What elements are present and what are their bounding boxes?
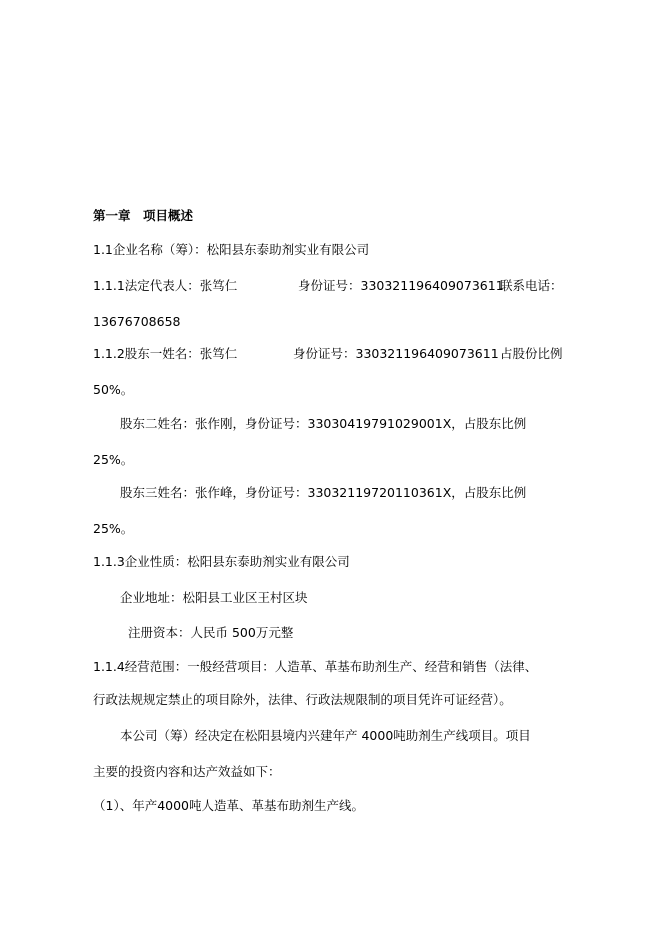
legal-rep-phone: 13676708658	[93, 314, 181, 329]
company-nature-line: 1.1.3企业性质：松阳县东泰助剂实业有限公司	[93, 554, 350, 569]
business-scope-line2: 行政法规规定禁止的项目除外，法律、行政法规限制的项目凭许可证经营）。	[93, 692, 512, 707]
legal-rep-phone-label: 联系电话：	[500, 278, 563, 293]
shareholder1-share-label: 占股份比例	[500, 346, 563, 361]
legal-rep-name: 1.1.1法定代表人：张笃仁	[93, 278, 238, 293]
project-intro-line1: 本公司（筹）经决定在松阳县境内兴建年产 4000吨助剂生产线项目。项目	[120, 728, 531, 743]
registered-capital-line: 注册资本：人民币 500万元整	[128, 625, 294, 640]
shareholder2-line: 股东二姓名：张作刚，身份证号：330304197910290​01X，占股东比例	[120, 416, 527, 431]
chapter-heading: 第一章 项目概述	[93, 208, 194, 223]
company-address-line: 企业地址：松阳县工业区王村区块	[120, 590, 308, 605]
shareholder3-share: 25%。	[93, 521, 134, 536]
project-intro-line2: 主要的投资内容和达产效益如下：	[93, 764, 281, 779]
project-item-1: （1）、年产4000吨人造革、革基布助剂生产线。	[93, 798, 365, 813]
business-scope-line1: 1.1.4经营范围：一般经营项目：人造革、革基布助剂生产、经营和销售（法律、	[93, 659, 538, 674]
shareholder1-name: 1.1.2股东一姓名：张笃仁	[93, 346, 238, 361]
shareholder1-id: 身份证号：330321196409073611	[293, 346, 499, 361]
shareholder3-line: 股东三姓名：张作峰，身份证号：33032119720110361X，占股东比例	[120, 485, 527, 500]
company-name-line: 1.1企业名称（筹）：松阳县东泰助剂实业有限公司	[93, 242, 370, 257]
shareholder1-share: 50%。	[93, 382, 134, 397]
legal-rep-id: 身份证号：330321196409073611	[298, 278, 504, 293]
shareholder2-share: 25%。	[93, 452, 134, 467]
legal-rep-line	[93, 277, 237, 295]
